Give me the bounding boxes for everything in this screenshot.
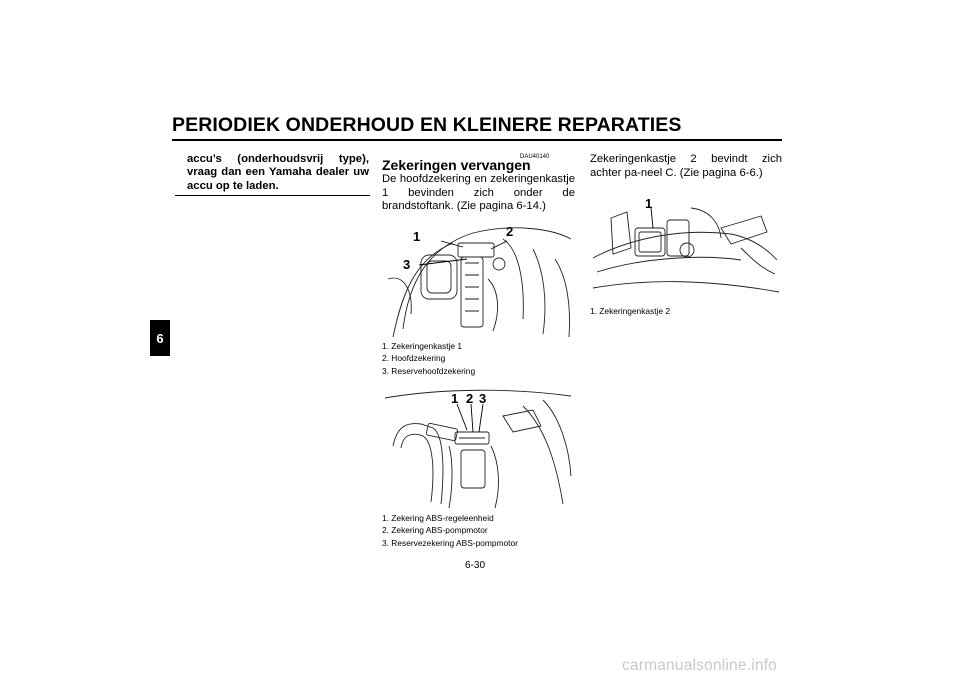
caption-item: 3. Reservehoofdzekering bbox=[382, 365, 476, 376]
caption-item: 3. Reservezekering ABS-pompmotor bbox=[382, 537, 518, 548]
callout-label: 3 bbox=[403, 257, 411, 272]
figure-3-caption bbox=[590, 305, 670, 317]
caption-item: 1. Zekeringenkastje 1 bbox=[382, 341, 463, 351]
column-divider bbox=[175, 195, 370, 196]
section-code: DAU40140 bbox=[520, 154, 550, 160]
section-body-text: De hoofdzekering en zekeringenkastje 1 bevinden zich onder de brandstoftank. (Zie pagina 6-14.) bbox=[382, 173, 575, 212]
callout-label: 1 bbox=[451, 391, 459, 406]
page-number: 6-30 bbox=[465, 560, 486, 571]
caption-item: 1. Zekering ABS-regeleenheid bbox=[382, 513, 494, 523]
abs-fuses-illustration bbox=[382, 385, 574, 511]
title-rule bbox=[172, 139, 782, 141]
fuse-box-1-illustration bbox=[382, 218, 574, 340]
caption-item: 2. Zekering ABS-pompmotor bbox=[382, 525, 488, 536]
callout-label: 2 bbox=[466, 391, 474, 406]
callout-label: 2 bbox=[506, 224, 514, 239]
caption-item: 1. Zekeringenkastje 2 bbox=[590, 306, 671, 316]
figure-1-caption bbox=[382, 340, 475, 377]
fuse-box-2-illustration bbox=[590, 187, 782, 304]
caption-item: 2. Hoofdzekering bbox=[382, 353, 446, 364]
battery-note-text: accu’s (onderhoudsvrij type), vraag dan een Yamaha dealer uw accu op te laden. bbox=[187, 153, 369, 192]
chapter-tab: 6 bbox=[150, 320, 170, 356]
figure-2-caption bbox=[382, 512, 518, 549]
callout-label: 3 bbox=[479, 391, 487, 406]
page-title: PERIODIEK ONDERHOUD EN KLEINERE REPARATIES bbox=[172, 114, 682, 136]
watermark: carmanualsonline.info bbox=[622, 657, 777, 674]
callout-label: 1 bbox=[413, 229, 421, 244]
section-heading: Zekeringen vervangen bbox=[382, 157, 531, 173]
fuse-box-2-text: Zekeringenkastje 2 bevindt zich achter pa-neel C. (Zie pagina 6-6.) bbox=[590, 153, 782, 179]
callout-label: 1 bbox=[645, 196, 653, 211]
